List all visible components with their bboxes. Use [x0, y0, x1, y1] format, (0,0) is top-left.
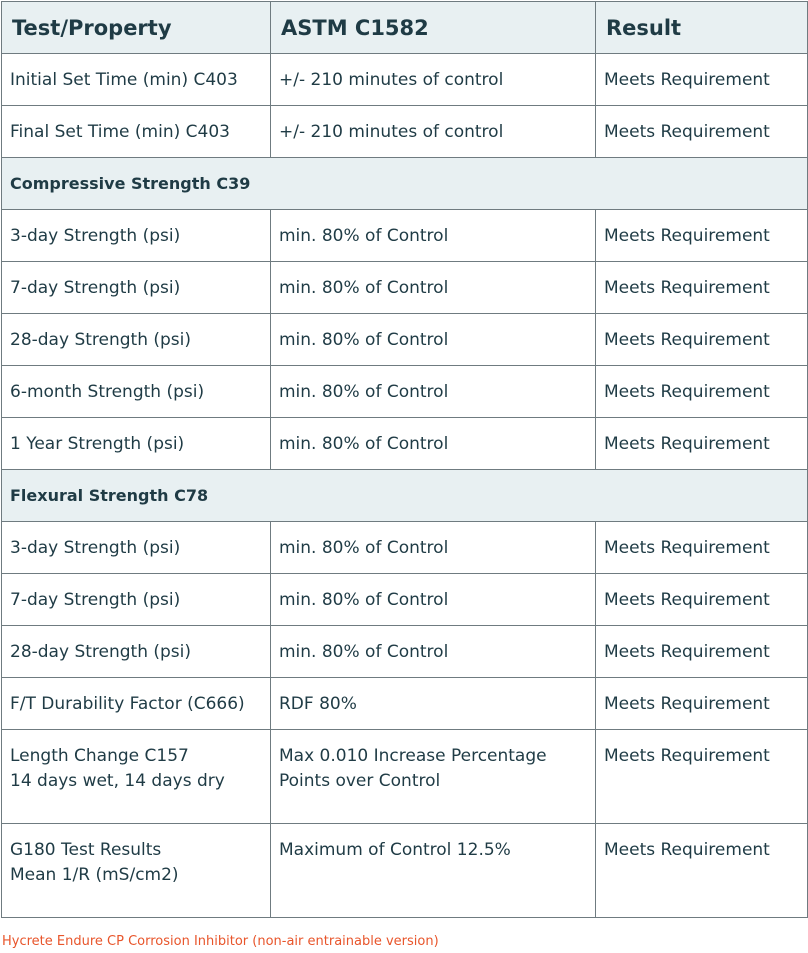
table-row	[2, 730, 808, 824]
test-cell: 3-day Strength (psi)	[2, 522, 271, 574]
result-cell: Meets Requirement	[596, 210, 808, 262]
test-cell	[2, 824, 271, 918]
spec-cell: min. 80% of Control	[271, 522, 596, 574]
table-caption: Hycrete Endure CP Corrosion Inhibitor (non-air entrainable version)	[2, 934, 439, 949]
table-row	[2, 574, 808, 626]
spec-cell: +/- 210 minutes of control	[271, 106, 596, 158]
spec-cell: min. 80% of Control	[271, 574, 596, 626]
test-cell: 3-day Strength (psi)	[2, 210, 271, 262]
test-cell: 7-day Strength (psi)	[2, 262, 271, 314]
table-row	[2, 262, 808, 314]
header-result: Result	[596, 2, 808, 54]
table-row	[2, 314, 808, 366]
test-cell: Final Set Time (min) C403	[2, 106, 271, 158]
result-cell: Meets Requirement	[596, 574, 808, 626]
spec-line-2: Points over Control	[279, 771, 441, 791]
spec-cell: min. 80% of Control	[271, 366, 596, 418]
spec-cell: min. 80% of Control	[271, 314, 596, 366]
result-cell: Meets Requirement	[596, 262, 808, 314]
table-row	[2, 522, 808, 574]
result-cell: Meets Requirement	[596, 366, 808, 418]
section-header-flexural	[2, 470, 808, 522]
spec-line-1: Maximum of Control 12.5%	[279, 840, 511, 860]
table-row	[2, 824, 808, 918]
spec-cell: min. 80% of Control	[271, 626, 596, 678]
table-header-row	[2, 2, 808, 54]
test-cell: 6-month Strength (psi)	[2, 366, 271, 418]
result-cell: Meets Requirement	[596, 824, 808, 918]
result-cell: Meets Requirement	[596, 626, 808, 678]
section-header-compressive	[2, 158, 808, 210]
spec-cell: min. 80% of Control	[271, 418, 596, 470]
result-cell: Meets Requirement	[596, 678, 808, 730]
spec-cell: min. 80% of Control	[271, 262, 596, 314]
result-cell: Meets Requirement	[596, 106, 808, 158]
result-cell: Meets Requirement	[596, 522, 808, 574]
test-cell: 7-day Strength (psi)	[2, 574, 271, 626]
spec-line-1: Max 0.010 Increase Percentage	[279, 746, 547, 766]
spec-cell: +/- 210 minutes of control	[271, 54, 596, 106]
test-line-1: G180 Test Results	[10, 840, 162, 860]
table-row	[2, 678, 808, 730]
table-row	[2, 626, 808, 678]
table-row	[2, 366, 808, 418]
table-row	[2, 106, 808, 158]
test-cell: Initial Set Time (min) C403	[2, 54, 271, 106]
test-line-2: 14 days wet, 14 days dry	[10, 771, 225, 791]
result-cell: Meets Requirement	[596, 418, 808, 470]
section-title: Compressive Strength C39	[2, 158, 808, 210]
test-cell: 28-day Strength (psi)	[2, 314, 271, 366]
result-cell: Meets Requirement	[596, 730, 808, 824]
test-cell	[2, 730, 271, 824]
result-cell: Meets Requirement	[596, 54, 808, 106]
section-title: Flexural Strength C78	[2, 470, 808, 522]
header-test-property: Test/Property	[2, 2, 271, 54]
test-cell: 28-day Strength (psi)	[2, 626, 271, 678]
spec-cell: min. 80% of Control	[271, 210, 596, 262]
table-row	[2, 54, 808, 106]
table-row	[2, 418, 808, 470]
spec-table	[1, 1, 808, 918]
table-row	[2, 210, 808, 262]
header-astm: ASTM C1582	[271, 2, 596, 54]
test-cell: F/T Durability Factor (C666)	[2, 678, 271, 730]
spec-cell	[271, 824, 596, 918]
spec-cell: RDF 80%	[271, 678, 596, 730]
result-cell: Meets Requirement	[596, 314, 808, 366]
test-line-1: Length Change C157	[10, 746, 189, 766]
spec-cell	[271, 730, 596, 824]
test-cell: 1 Year Strength (psi)	[2, 418, 271, 470]
test-line-2: Mean 1/R (mS/cm2)	[10, 865, 179, 885]
